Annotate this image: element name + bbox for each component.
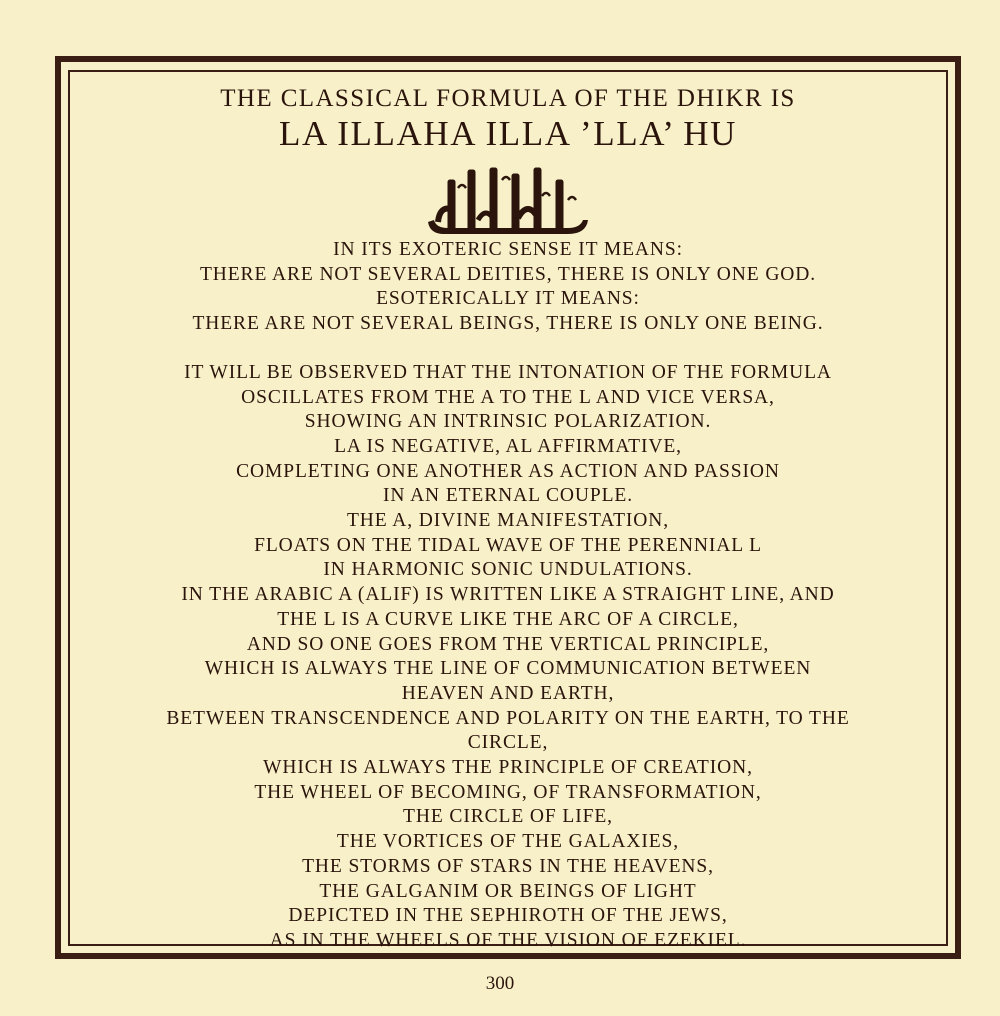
text-line: FLOATS ON THE TIDAL WAVE OF THE PERENNIAL L [254,534,762,556]
text-line: HEAVEN AND EARTH, [401,682,615,704]
text-line: AS IN THE WHEELS OF THE VISION OF EZEKIEL. [269,929,747,951]
text-line: IN HARMONIC SONIC UNDULATIONS. [323,559,693,581]
text-line: IT WILL BE OBSERVED THAT THE INTONATION OF THE FORMULA [184,361,832,383]
text-line: THE L IS A CURVE LIKE THE ARC OF A CIRCLE, [277,608,739,630]
text-line: THE VORTICES OF THE GALAXIES, [336,831,680,853]
arabic-calligraphy-icon [418,160,598,238]
text-line: LA IS NEGATIVE, AL AFFIRMATIVE, [334,435,682,457]
text-line: DEPICTED IN THE SEPHIROTH OF THE JEWS, [288,905,728,927]
text-line: ESOTERICALLY IT MEANS: [376,288,640,310]
paragraph-gap [70,337,946,361]
text-line: AND SO ONE GOES FROM THE VERTICAL PRINCIPLE, [246,633,770,655]
text-line: THE GALGANIM OR BEINGS OF LIGHT [319,880,697,902]
text-line: BETWEEN TRANSCENDENCE AND POLARITY ON THE EARTH, TO THE [166,707,850,729]
text-line: SHOWING AN INTRINSIC POLARIZATION. [304,411,712,433]
text-line: IN AN ETERNAL COUPLE. [383,485,633,507]
paragraph-exoteric [70,238,946,337]
text-line: IN THE ARABIC A (ALIF) IS WRITTEN LIKE A STRAIGHT LINE, AND [181,584,835,606]
page-number: 300 [485,973,515,994]
title-line-1: THE CLASSICAL FORMULA OF THE DHIKR IS [220,85,796,112]
text-line: WHICH IS ALWAYS THE LINE OF COMMUNICATION BETWEEN [204,658,812,680]
text-line: COMPLETING ONE ANOTHER AS ACTION AND PASSION [236,460,780,482]
text-line: IN ITS EXOTERIC SENSE IT MEANS: [333,239,683,260]
text-line: THE A, DIVINE MANIFESTATION, [346,510,670,532]
title-line-2: LA ILLAHA ILLA ’LLA’ HU [278,114,737,153]
text-line: WHICH IS ALWAYS THE PRINCIPLE OF CREATION, [263,757,753,779]
paragraph-intonation [70,361,946,954]
page-content [70,80,946,954]
text-line: THE STORMS OF STARS IN THE HEAVENS, [302,855,714,877]
text-line: CIRCLE, [467,732,549,754]
text-line: THERE ARE NOT SEVERAL BEINGS, THERE IS ONLY ONE BEING. [192,313,824,335]
text-line: OSCILLATES FROM THE A TO THE L AND VICE VERSA, [241,386,775,408]
text-line: THE WHEEL OF BECOMING, OF TRANSFORMATION, [254,781,762,803]
text-line: THE CIRCLE OF LIFE, [403,806,613,828]
text-line: THERE ARE NOT SEVERAL DEITIES, THERE IS ONLY ONE GOD. [199,263,817,285]
